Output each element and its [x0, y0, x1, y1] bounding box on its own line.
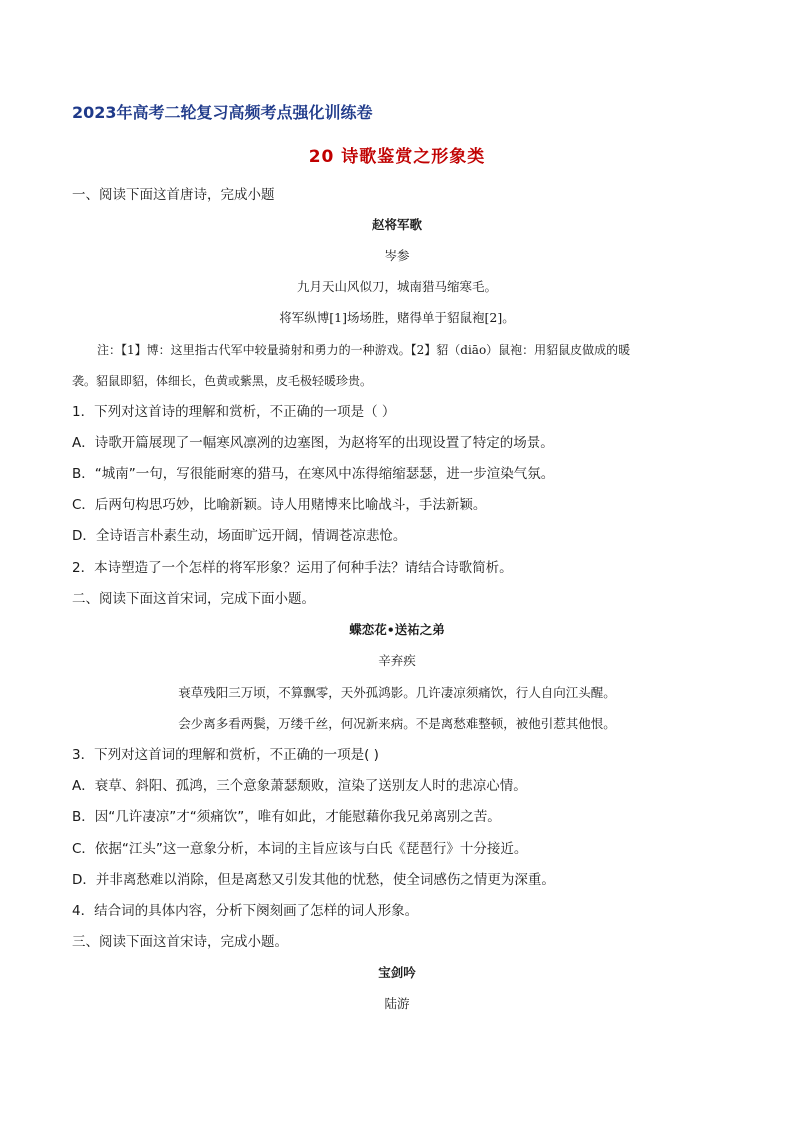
part1-poem-title: 赵将军歌 [371, 217, 422, 232]
q3-option-d: D．并非离愁难以消除，但是离愁又引发其他的忧愁，使全词感伤之情更为深重。 [72, 872, 555, 888]
part2-poem-author: 辛弃疾 [378, 653, 416, 668]
q3-option-a: A．衰草、斜阳、孤鸿，三个意象萧瑟颓败，渲染了送别友人时的悲凉心情。 [72, 778, 527, 794]
question-1: 1．下列对这首诗的理解和赏析，不正确的一项是（ ） [72, 404, 396, 420]
q1-option-c: C．后两句构思巧妙，比喻新颖。诗人用赌博来比喻战斗，手法新颖。 [72, 497, 487, 513]
q3-option-b: B．因“几许凄凉”才“须痛饮”，唯有如此，才能慰藉你我兄弟离别之苦。 [72, 809, 501, 825]
section-title: 20 诗歌鉴赏之形象类 [308, 147, 486, 167]
part3-poem-author: 陆游 [384, 996, 410, 1011]
q1-option-d: D．全诗语言朴素生动，场面旷远开阔，情调苍凉悲怆。 [72, 528, 407, 544]
part1-heading: 一、阅读下面这首唐诗，完成小题 [72, 187, 275, 203]
q1-option-a: A．诗歌开篇展现了一幅寒风凛冽的边塞图，为赵将军的出现设置了特定的场景。 [72, 435, 554, 451]
part1-poem-author: 岑参 [384, 248, 410, 263]
part1-poem-line: 九月天山风似刀，城南猎马缩寒毛。 [296, 279, 497, 294]
part2-poem-line: 会少离多看两鬓，万缕千丝，何况新来病。不是离愁难整顿，被他引惹其他恨。 [178, 716, 616, 731]
part1-note-cont: 袭。貂鼠即貂，体细长，色黄或紫黑，皮毛极轻暖珍贵。 [72, 374, 373, 388]
part2-poem-line: 衰草残阳三万顷，不算飘零，天外孤鸿影。几许凄凉须痛饮，行人自向江头醒。 [178, 685, 616, 700]
question-4: 4．结合词的具体内容，分析下阕刻画了怎样的词人形象。 [72, 903, 419, 919]
question-2: 2．本诗塑造了一个怎样的将军形象？运用了何种手法？请结合诗歌简析。 [72, 560, 513, 576]
part2-poem-title: 蝶恋花•送祐之弟 [349, 622, 445, 637]
part2-heading: 二、阅读下面这首宋词，完成下面小题。 [72, 591, 315, 607]
question-3: 3．下列对这首词的理解和赏析，不正确的一项是( ) [72, 747, 379, 763]
part1-note: 注：【1】博：这里指古代军中较量骑射和勇力的一种游戏。【2】貂（diāo）鼠袍：用貂鼠皮做成的暖 [97, 343, 631, 357]
part3-heading: 三、阅读下面这首宋诗，完成小题。 [72, 934, 288, 950]
q3-option-c: C．依据“江头”这一意象分析，本词的主旨应该与白氏《琵琶行》十分接近。 [72, 841, 528, 857]
part1-poem-line: 将军纵博[1]场场胜，赌得单于貂鼠袍[2]。 [279, 310, 515, 325]
q1-option-b: B．“城南”一句，写很能耐寒的猎马，在寒风中冻得缩缩瑟瑟，进一步渲染气氛。 [72, 466, 555, 482]
series-title: 2023年高考二轮复习高频考点强化训练卷 [72, 103, 373, 122]
part3-poem-title: 宝剑吟 [378, 965, 416, 980]
